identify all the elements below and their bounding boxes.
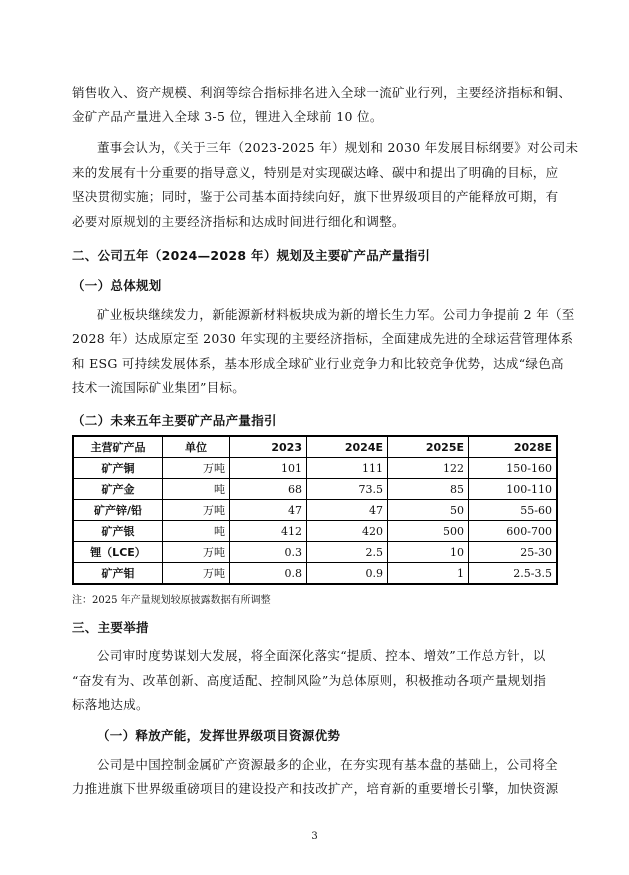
table-cell: 万吨 (163, 500, 230, 521)
table-cell: 2.5 (307, 542, 388, 563)
table-cell: 55-60 (469, 500, 558, 521)
table-cell: 47 (230, 500, 307, 521)
table-cell: 600-700 (469, 521, 558, 542)
sub2-heading: （二）未来五年主要矿产品产量指引 (72, 413, 277, 428)
table-row (73, 563, 557, 585)
table-cell: 0.8 (230, 563, 307, 585)
plan-line-4: 技术一流国际矿业集团”目标。 (72, 380, 246, 395)
table-cell: 1 (388, 563, 469, 585)
table-cell: 矿产锌/铅 (73, 500, 163, 521)
table-row (73, 479, 557, 500)
plan-line-1: 矿业板块继续发力，新能源新材料板块成为新的增长生力军。公司力争提前 2 年（至 (97, 307, 575, 322)
table-cell: 73.5 (307, 479, 388, 500)
table-cell: 万吨 (163, 563, 230, 585)
table-cell: 万吨 (163, 542, 230, 563)
table-cell: 412 (230, 521, 307, 542)
table-row (73, 542, 557, 563)
board-line-4: 必要对原规划的主要经济指标和达成时间进行细化和调整。 (72, 214, 405, 229)
table-header-cell: 单位 (163, 436, 230, 458)
table-note: 注：2025 年产量规划较原披露数据有所调整 (72, 595, 271, 606)
table-cell: 122 (388, 458, 469, 479)
table-cell: 150-160 (469, 458, 558, 479)
table-header-cell: 2028E (469, 436, 558, 458)
table-cell: 47 (307, 500, 388, 521)
sub3-heading: （一）释放产能，发挥世界级项目资源优势 (97, 728, 341, 743)
table-header-cell: 2025E (388, 436, 469, 458)
table-cell: 420 (307, 521, 388, 542)
table-cell: 100-110 (469, 479, 558, 500)
table-cell: 万吨 (163, 458, 230, 479)
table-cell: 矿产金 (73, 479, 163, 500)
measures-line-2: “奋发有为、改革创新、高度适配、控制风险”为总体原则，积极推动各项产量规划指 (72, 673, 547, 688)
board-line-2: 来的发展有十分重要的指导意义，特别是对实现碳达峰、碳中和提出了明确的目标，应 (72, 165, 559, 180)
table-cell: 吨 (163, 479, 230, 500)
table-row (73, 500, 557, 521)
table-cell: 25-30 (469, 542, 558, 563)
table-cell: 68 (230, 479, 307, 500)
table-header-cell: 2023 (230, 436, 307, 458)
page-number: 3 (311, 831, 318, 842)
table-cell: 矿产铜 (73, 458, 163, 479)
table-header-row (73, 436, 557, 458)
board-line-1: 董事会认为，《关于三年（2023-2025 年）规划和 2030 年发展目标纲要》对公司未 (97, 140, 579, 155)
plan-line-2: 2028 年）达成原定至 2030 年实现的主要经济指标，全面建成先进的全球运营管理体系 (72, 331, 574, 346)
intro-line-1: 销售收入、资产规模、利润等综合指标排名进入全球一流矿业行列，主要经济指标和铜、 (72, 85, 572, 100)
table-row (73, 458, 557, 479)
table-cell: 101 (230, 458, 307, 479)
measures-line-3: 标落地达成。 (72, 697, 149, 712)
table-cell: 0.3 (230, 542, 307, 563)
table-cell: 111 (307, 458, 388, 479)
table-cell: 矿产钼 (73, 563, 163, 585)
table-cell: 2.5-3.5 (469, 563, 558, 585)
release-line-1: 公司是中国控制金属矿产资源最多的企业，在夯实现有基本盘的基础上，公司将全 (97, 757, 558, 772)
table-cell: 500 (388, 521, 469, 542)
table-cell: 85 (388, 479, 469, 500)
table-cell: 10 (388, 542, 469, 563)
board-line-3: 坚决贯彻实施；同时，鉴于公司基本面持续向好，旗下世界级项目的产能释放可期，有 (72, 189, 559, 204)
section3-heading: 三、主要举措 (72, 620, 149, 635)
intro-line-2: 金矿产品产量进入全球 3-5 位，锂进入全球前 10 位。 (72, 109, 383, 124)
production-guidance-table (72, 435, 558, 585)
table-header-cell: 2024E (307, 436, 388, 458)
table-cell: 矿产银 (73, 521, 163, 542)
table-header-cell: 主营矿产品 (73, 436, 163, 458)
table-cell: 锂（LCE） (73, 542, 163, 563)
table-row (73, 521, 557, 542)
release-line-2: 力推进旗下世界级重磅项目的建设投产和技改扩产，培育新的重要增长引擎，加快资源 (72, 781, 559, 796)
table-cell: 50 (388, 500, 469, 521)
table-cell: 0.9 (307, 563, 388, 585)
table-cell: 吨 (163, 521, 230, 542)
section2-heading: 二、公司五年（2024—2028 年）规划及主要矿产品产量指引 (72, 248, 431, 263)
plan-line-3: 和 ESG 可持续发展体系，基本形成全球矿业行业竞争力和比较竞争优势，达成“绿色高 (72, 356, 564, 371)
measures-line-1: 公司审时度势谋划大发展，将全面深化落实“提质、控本、增效”工作总方针，以 (97, 648, 546, 663)
sub1-heading: （一）总体规划 (72, 278, 162, 293)
